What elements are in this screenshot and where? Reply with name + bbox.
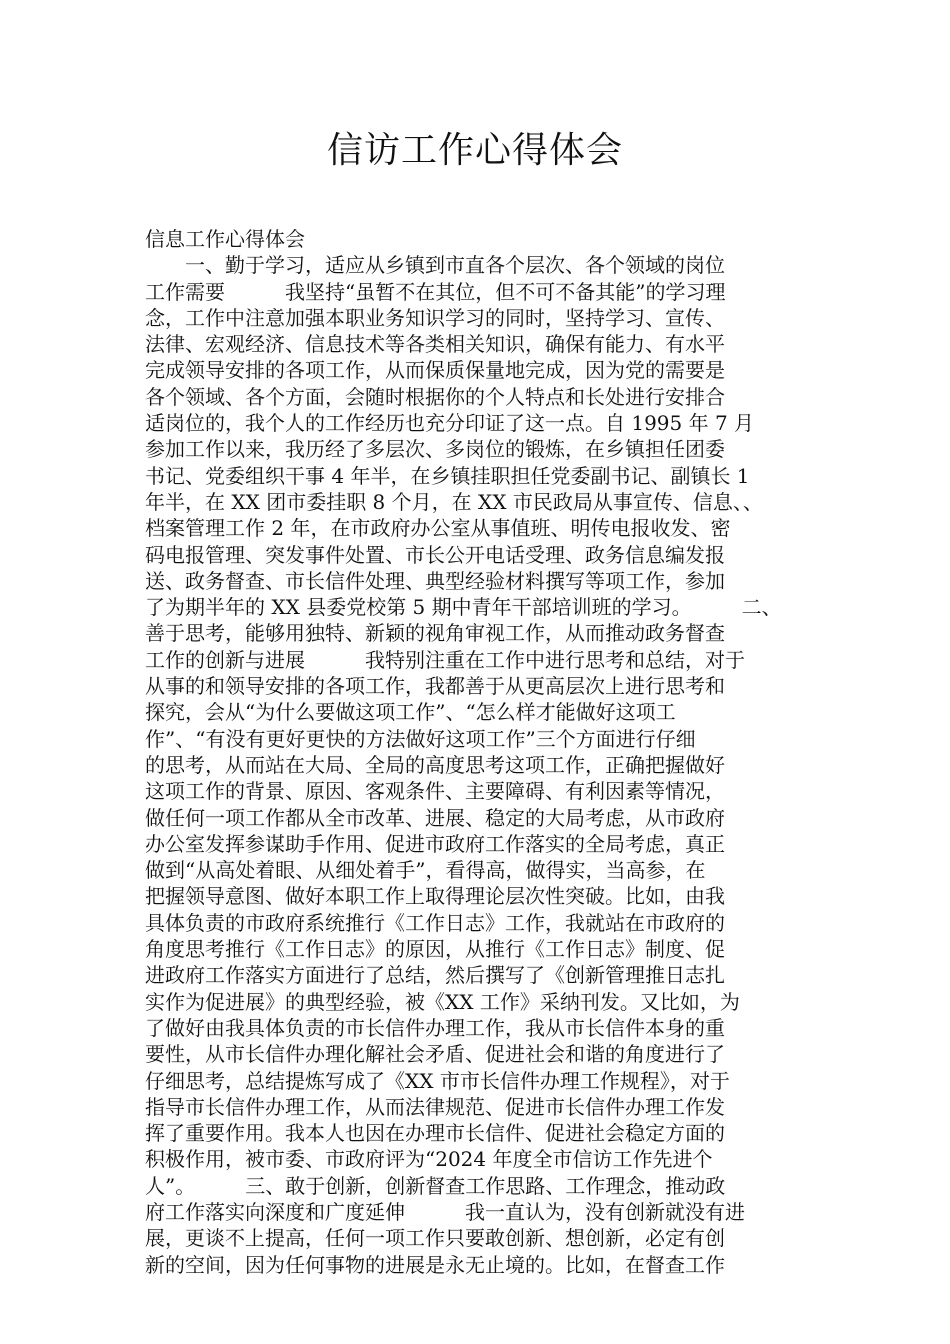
body-text-line: 了做好由我具体负责的市长信件办理工作，我从市长信件本身的重 (145, 1015, 725, 1040)
body-text-line: 善于思考，能够用独特、新颖的视角审视工作，从而推动政务督查 (145, 621, 725, 646)
document-title: 信访工作心得体会 (326, 130, 623, 171)
body-text-line: 挥了重要作用。我本人也因在办理市长信件、促进社会稳定方面的 (145, 1121, 725, 1146)
body-text-line: 工作需要 我坚持“虽暂不在其位，但不可不备其能”的学习理 (145, 279, 726, 304)
body-text-line: 工作的创新与进展 我特别注重在工作中进行思考和总结，对于 (145, 647, 745, 672)
body-text-line: 念，工作中注意加强本职业务知识学习的同时，坚持学习、宣传、 (145, 305, 725, 330)
body-text-line: 作”、“有没有更好更快的方法做好这项工作”三个方面进行仔细 (145, 726, 696, 751)
body-text-line: 府工作落实向深度和广度延伸 我一直认为，没有创新就没有进 (145, 1199, 745, 1224)
body-text-line: 这项工作的背景、原因、客观条件、主要障碍、有利因素等情况， (145, 779, 725, 804)
body-text-line: 探究，会从“为什么要做这项工作”、“怎么样才能做好这项工 (145, 700, 676, 725)
body-text-line: 指导市长信件办理工作，从而法律规范、促进市长信件办理工作发 (145, 1094, 725, 1119)
body-text-line: 积极作用，被市委、市政府评为“2024 年度全市信访工作先进个 (145, 1147, 713, 1172)
body-text-line: 参加工作以来，我历经了多层次、多岗位的锻炼，在乡镇担任团委 (145, 437, 725, 462)
body-text-line: 做到“从高处着眼、从细处着手”，看得高，做得实，当高参，在 (145, 858, 706, 883)
body-text-line: 信息工作心得体会 (145, 227, 305, 251)
body-text-line: 年半，在 XX 团市委挂职 8 个月，在 XX 市民政局从事宣传、信息、、 (145, 489, 763, 514)
body-text-line: 具体负责的市政府系统推行《工作日志》工作，我就站在市政府的 (145, 910, 725, 935)
body-text-line: 书记、党委组织干事 4 年半，在乡镇挂职担任党委副书记、副镇长 1 (145, 463, 750, 488)
body-text-line: 档案管理工作 2 年，在市政府办公室从事值班、明传电报收发、密 (145, 516, 731, 541)
body-text-line: 角度思考推行《工作日志》的原因，从推行《工作日志》制度、促 (145, 937, 725, 962)
body-text-line: 做任何一项工作都从全市改革、进展、稳定的大局考虑，从市政府 (145, 805, 725, 830)
body-text-line: 了为期半年的 XX 县委党校第 5 期中青年干部培训班的学习。 二、 (145, 595, 782, 620)
body-text-line: 适岗位的，我个人的工作经历也充分印证了这一点。自 1995 年 7 月 (145, 411, 755, 436)
body-text-line: 的思考，从而站在大局、全局的高度思考这项工作，正确把握做好 (145, 752, 725, 777)
body-text-line: 进政府工作落实方面进行了总结，然后撰写了《创新管理推日志扎 (145, 963, 725, 988)
body-text-line: 人”。 三、敢于创新，创新督查工作思路、工作理念，推动政 (145, 1173, 726, 1198)
body-text-line: 把握领导意图、做好本职工作上取得理论层次性突破。比如，由我 (145, 884, 725, 909)
body-text-line: 各个领域、各个方面，会随时根据你的个人特点和长处进行安排合 (145, 384, 725, 409)
body-text-line: 码电报管理、突发事件处置、市长公开电话受理、政务信息编发报 (145, 542, 725, 567)
body-text-line: 办公室发挥参谋助手作用、促进市政府工作落实的全局考虑，真正 (145, 831, 725, 856)
body-text-line: 一、勤于学习，适应从乡镇到市直各个层次、各个领域的岗位 (145, 253, 725, 278)
body-text-line: 送、政务督查、市长信件处理、典型经验材料撰写等项工作，参加 (145, 568, 725, 593)
body-text-line: 实作为促进展》的典型经验，被《XX 工作》采纳刊发。又比如，为 (145, 989, 740, 1014)
body-text-line: 法律、宏观经济、信息技术等各类相关知识，确保有能力、有水平 (145, 332, 725, 357)
body-text-line: 仔细思考，总结提炼写成了《XX 市市长信件办理工作规程》，对于 (145, 1068, 730, 1093)
body-text-line: 要性，从市长信件办理化解社会矛盾、促进社会和谐的角度进行了 (145, 1042, 725, 1067)
body-text-line: 从事的和领导安排的各项工作，我都善于从更高层次上进行思考和 (145, 674, 725, 699)
body-text-line: 完成领导安排的各项工作，从而保质保量地完成，因为党的需要是 (145, 358, 725, 383)
body-text-line: 展，更谈不上提高，任何一项工作只要敢创新、想创新，必定有创 (145, 1226, 725, 1251)
body-text-line: 新的空间，因为任何事物的进展是永无止境的。比如，在督查工作 (145, 1252, 725, 1277)
document-body (145, 226, 810, 1278)
